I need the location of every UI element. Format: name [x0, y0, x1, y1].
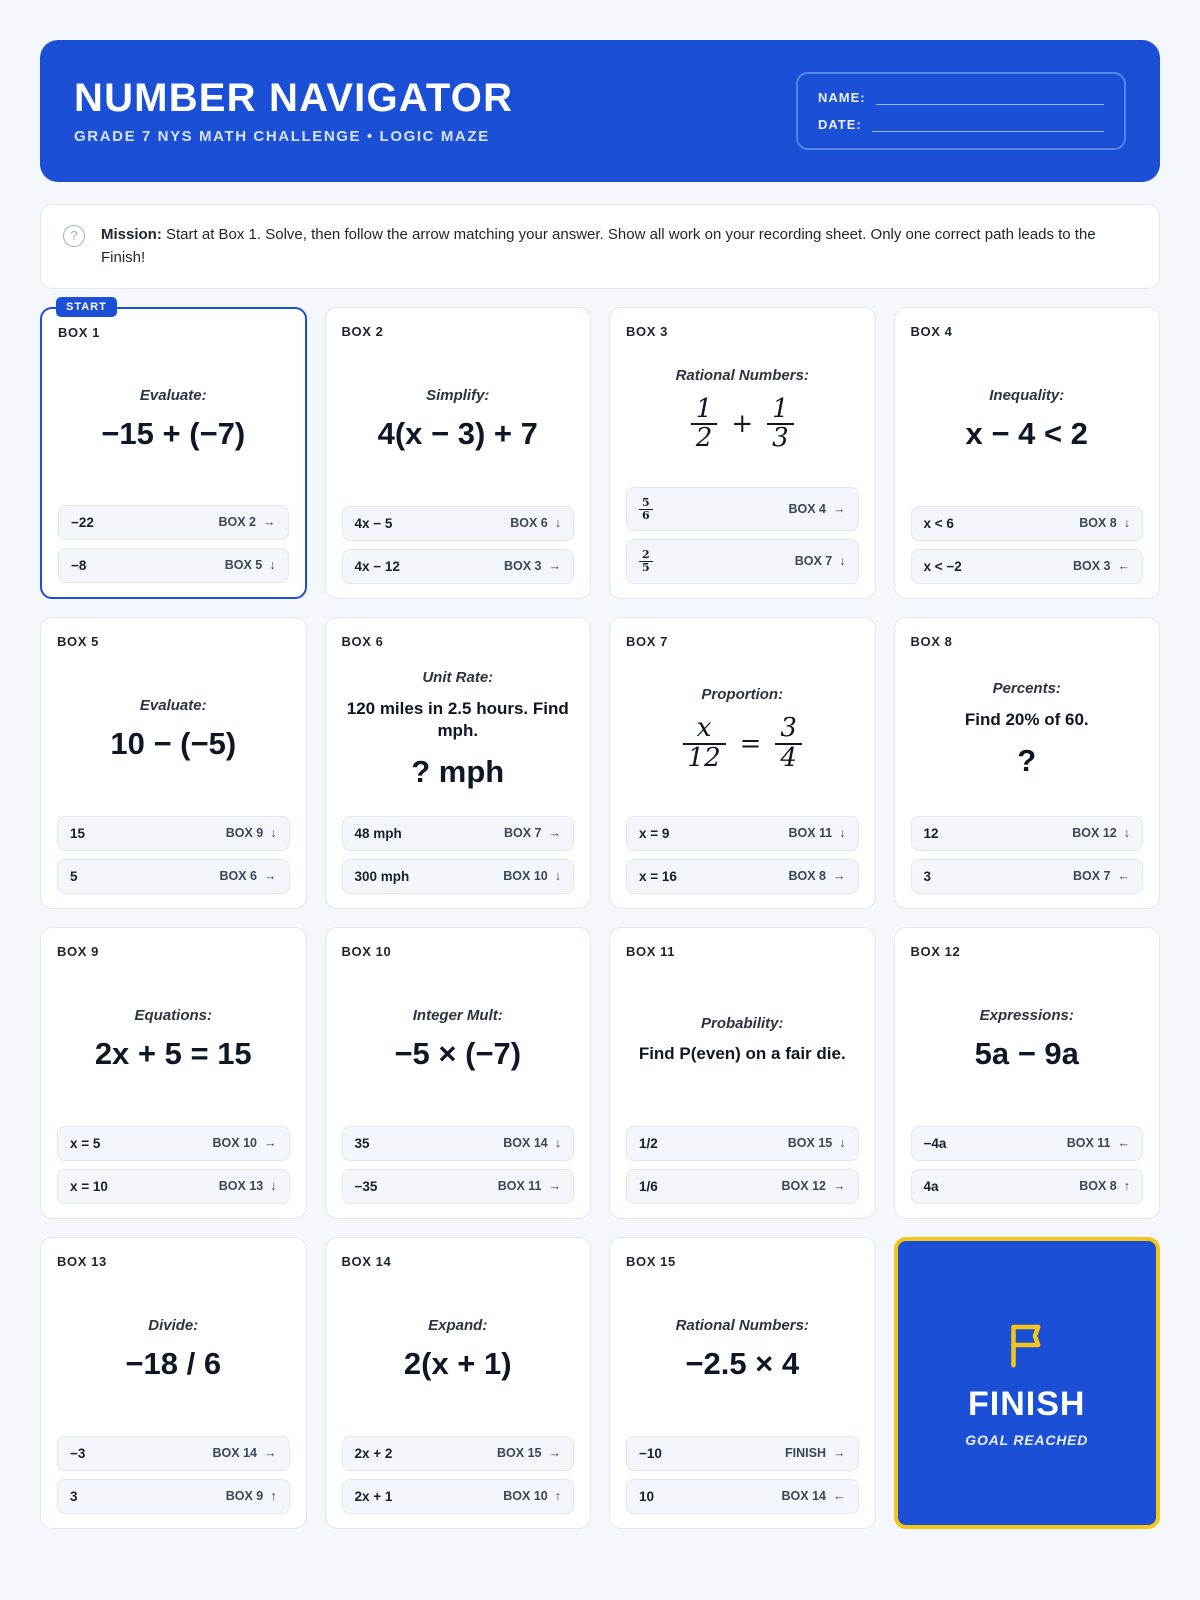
maze-card[interactable]: [609, 1237, 876, 1529]
name-label: NAME:: [818, 90, 866, 105]
answer-value: −10: [639, 1445, 662, 1461]
fraction-numerator: 3: [780, 713, 797, 744]
answer-target-label: BOX 10: [503, 1489, 548, 1503]
maze-card[interactable]: [40, 617, 307, 909]
box-expression: ? mph: [411, 753, 505, 789]
answer-target-label: BOX 13: [218, 1179, 264, 1193]
answer-target-label: BOX 11: [497, 1179, 542, 1193]
answer-options: [57, 816, 290, 894]
answer-target: [503, 1489, 561, 1503]
box-label: BOX 15: [626, 1253, 676, 1269]
box-content: [57, 649, 290, 816]
arrow-icon: →: [548, 826, 561, 840]
answer-option[interactable]: [57, 1169, 290, 1204]
answer-value: 12: [923, 825, 939, 841]
answer-target-label: BOX 6: [219, 869, 257, 883]
answer-value: −22: [71, 514, 94, 530]
box-prompt: Evaluate:: [139, 696, 207, 714]
box-content: [911, 959, 1144, 1126]
arrow-icon: ←: [1117, 559, 1130, 573]
answer-value: x = 16: [639, 868, 677, 884]
answer-target-label: BOX 12: [781, 1179, 826, 1193]
answer-target-label: BOX 7: [794, 554, 833, 569]
arrow-icon: ↓: [269, 558, 276, 572]
arrow-icon: ←: [1117, 1136, 1130, 1150]
answer-target-label: BOX 9: [225, 826, 264, 840]
fraction-denominator: 4: [775, 743, 802, 772]
arrow-icon: ←: [1117, 869, 1130, 883]
answer-value: 4a: [923, 1178, 939, 1194]
box-prompt: Inequality:: [989, 386, 1065, 404]
mission-body: Start at Box 1. Solve, then follow the arrow matching your answer. Show all work on your recording sheet. Only one correct path leads to the Finish!: [101, 226, 1096, 267]
arrow-icon: →: [833, 1179, 846, 1193]
answer-options: [57, 1126, 290, 1204]
answer-target: [1073, 559, 1130, 573]
answer-value: [639, 497, 653, 521]
mission-label: Mission:: [101, 226, 162, 243]
answer-option[interactable]: [626, 1169, 859, 1204]
answer-value: −4a: [923, 1135, 947, 1151]
answer-option[interactable]: [342, 859, 575, 894]
arrow-icon: ↓: [1123, 516, 1130, 530]
answer-value: 300 mph: [354, 868, 410, 884]
answer-value: x = 5: [70, 1135, 101, 1151]
maze-card[interactable]: [40, 1237, 307, 1529]
arrow-icon: ↓: [270, 826, 277, 840]
box-label: BOX 14: [341, 1253, 392, 1269]
box-prompt: Evaluate:: [139, 386, 207, 404]
box-prompt: Unit Rate:: [422, 668, 494, 686]
answer-value: 1/6: [639, 1178, 658, 1194]
maze-card[interactable]: [40, 300, 307, 599]
arrow-icon: →: [264, 1446, 277, 1460]
answer-target-label: BOX 5: [224, 558, 263, 572]
answer-target-label: BOX 14: [503, 1136, 548, 1150]
fraction-numerator: 2: [642, 548, 650, 562]
answer-target-label: BOX 10: [503, 869, 548, 883]
answer-options: [626, 487, 859, 583]
arrow-icon: ↑: [554, 1489, 561, 1503]
answer-option[interactable]: [342, 1479, 575, 1514]
answer-options: [57, 1436, 290, 1514]
box-label: BOX 1: [58, 324, 101, 340]
fraction-numerator: 5: [642, 496, 650, 510]
box-prompt: Proportion:: [701, 686, 784, 704]
box-prompt: Integer Mult:: [412, 1006, 503, 1024]
box-expression: 2(x + 1): [403, 1345, 512, 1381]
answer-target: [503, 1136, 561, 1150]
answer-value: x < 6: [923, 515, 954, 531]
answer-option[interactable]: [58, 505, 289, 540]
arrow-icon: ↓: [554, 516, 561, 530]
box-prompt: Expressions:: [979, 1006, 1074, 1024]
answer-target-label: BOX 14: [212, 1446, 257, 1460]
date-field-row[interactable]: [818, 117, 1104, 132]
box-prompt: Equations:: [134, 1006, 212, 1024]
box-label: BOX 2: [341, 323, 384, 339]
arrow-icon: →: [833, 502, 846, 517]
arrow-icon: →: [833, 1446, 846, 1460]
answer-option[interactable]: [626, 1126, 859, 1161]
answer-options: [626, 816, 859, 894]
operator: +: [731, 409, 754, 440]
answer-option[interactable]: [342, 549, 575, 584]
answer-options: [58, 505, 289, 583]
arrow-icon: →: [264, 1136, 277, 1150]
answer-option[interactable]: [626, 816, 859, 851]
answer-option[interactable]: [342, 1169, 575, 1204]
box-prompt: Rational Numbers:: [675, 1316, 809, 1334]
box-label: BOX 4: [910, 323, 953, 339]
answer-value: 4x − 12: [354, 558, 400, 574]
box-label: BOX 10: [341, 943, 392, 959]
maze-card[interactable]: [609, 927, 876, 1219]
box-content: [626, 339, 859, 488]
answer-value: x < −2: [923, 558, 962, 574]
answer-options: [342, 506, 575, 584]
maze-card[interactable]: [609, 617, 876, 909]
mission-banner: [40, 204, 1160, 289]
header-text-block: [74, 75, 514, 145]
answer-target: [788, 502, 845, 516]
box-content: [57, 959, 290, 1126]
answer-options: [911, 506, 1144, 584]
answer-options: [911, 816, 1144, 894]
answer-target: [782, 1179, 846, 1193]
answer-options: [626, 1436, 859, 1514]
arrow-icon: ↓: [839, 554, 846, 569]
arrow-icon: ↓: [1123, 826, 1130, 840]
answer-target-label: FINISH: [785, 1446, 826, 1460]
maze-card[interactable]: [325, 1237, 592, 1529]
box-expression: −18 / 6: [125, 1345, 222, 1381]
answer-target: [219, 1179, 277, 1193]
box-label: BOX 3: [626, 323, 669, 339]
answer-target: [788, 869, 845, 883]
answer-option[interactable]: [342, 1436, 575, 1471]
box-prompt: Probability:: [700, 1014, 784, 1032]
box-content: [911, 649, 1144, 816]
date-label: DATE:: [818, 117, 862, 132]
box-content: [626, 959, 859, 1126]
box-content: [342, 649, 575, 816]
answer-target: [226, 1489, 277, 1503]
box-expression-text: Find 20% of 60.: [964, 709, 1089, 729]
start-badge: START: [56, 297, 117, 317]
box-prompt: Rational Numbers:: [675, 367, 809, 385]
answer-option[interactable]: [57, 1436, 290, 1471]
page-title: NUMBER NAVIGATOR: [74, 75, 514, 120]
arrow-icon: →: [548, 1179, 561, 1193]
answer-value: 10: [639, 1488, 655, 1504]
answer-option[interactable]: [342, 816, 575, 851]
arrow-icon: ↓: [270, 1179, 277, 1193]
maze-card[interactable]: [325, 307, 592, 599]
answer-target: [219, 869, 276, 883]
answer-target-label: BOX 11: [788, 826, 833, 840]
box-label: BOX 11: [626, 943, 676, 959]
answer-target-label: BOX 15: [497, 1446, 542, 1460]
box-label: BOX 9: [57, 943, 100, 959]
answer-value: −3: [70, 1445, 86, 1461]
fraction-denominator: 6: [639, 509, 653, 522]
answer-target: [504, 826, 561, 840]
answer-option[interactable]: [57, 1479, 290, 1514]
question-circle-icon: ?: [63, 225, 85, 247]
answer-option[interactable]: [57, 859, 290, 894]
answer-value: x = 9: [639, 825, 670, 841]
answer-target: [226, 826, 277, 840]
mission-text: [101, 223, 1137, 270]
answer-target: [1073, 869, 1130, 883]
answer-option[interactable]: [626, 1436, 859, 1471]
answer-target: [497, 1446, 561, 1460]
box-label: BOX 12: [910, 943, 961, 959]
answer-value: x = 10: [70, 1178, 108, 1194]
student-info-box: [796, 72, 1126, 150]
maze-card[interactable]: [40, 927, 307, 1219]
worksheet-header: [40, 40, 1160, 182]
answer-option[interactable]: [57, 816, 290, 851]
answer-option[interactable]: [911, 1169, 1144, 1204]
answer-target-label: BOX 4: [788, 502, 826, 517]
answer-target: [795, 554, 846, 568]
answer-target: [218, 515, 275, 529]
box-expression: −15 + (−7): [101, 415, 246, 451]
answer-target-label: BOX 8: [788, 869, 826, 883]
box-expression: 5a − 9a: [974, 1035, 1079, 1071]
answer-option[interactable]: [911, 816, 1144, 851]
answer-target-label: BOX 8: [1079, 516, 1117, 530]
maze-card[interactable]: [325, 927, 592, 1219]
answer-value: 35: [354, 1135, 370, 1151]
page-subtitle: GRADE 7 NYS MATH CHALLENGE • LOGIC MAZE: [74, 127, 490, 145]
answer-target: [213, 1446, 277, 1460]
box-content: [911, 339, 1144, 506]
fraction-denominator: 12: [683, 743, 726, 772]
answer-target-label: BOX 15: [787, 1136, 833, 1150]
answer-value: 48 mph: [354, 825, 402, 841]
box-expression: 2x + 5 = 15: [94, 1035, 252, 1071]
arrow-icon: ↓: [839, 1136, 846, 1150]
answer-option[interactable]: [626, 487, 859, 531]
answer-target: [498, 1179, 561, 1193]
arrow-icon: ↓: [554, 869, 561, 883]
maze-card[interactable]: [894, 617, 1161, 909]
answer-target-label: BOX 7: [1072, 869, 1111, 883]
finish-title: FINISH: [968, 1384, 1086, 1423]
answer-option[interactable]: [911, 506, 1144, 541]
answer-options: [911, 1126, 1144, 1204]
answer-target-label: BOX 14: [781, 1489, 826, 1503]
answer-target: [503, 869, 561, 883]
fraction-numerator: 1: [772, 394, 789, 425]
maze-card[interactable]: [325, 617, 592, 909]
arrow-icon: ↑: [1123, 1179, 1130, 1193]
maze-card[interactable]: [894, 307, 1161, 599]
fraction: [683, 715, 726, 772]
fraction: [767, 396, 794, 453]
finish-card: [894, 1237, 1161, 1529]
answer-target: [1067, 1136, 1130, 1150]
box-expression: [683, 715, 802, 772]
answer-option[interactable]: [342, 1126, 575, 1161]
answer-options: [342, 1436, 575, 1514]
maze-card[interactable]: [894, 927, 1161, 1219]
answer-target-label: BOX 8: [1079, 1179, 1117, 1193]
arrow-icon: ↑: [270, 1489, 277, 1503]
answer-target-label: BOX 9: [225, 1489, 264, 1503]
answer-options: [342, 1126, 575, 1204]
arrow-icon: ↓: [839, 826, 846, 840]
box-label: BOX 8: [910, 633, 953, 649]
answer-target-label: BOX 10: [212, 1136, 257, 1150]
answer-value: −35: [354, 1178, 378, 1194]
answer-target: [510, 516, 561, 530]
box-content: [342, 959, 575, 1126]
answer-value: 3: [70, 1488, 78, 1504]
answer-target: [788, 1136, 846, 1150]
arrow-icon: →: [833, 869, 846, 883]
box-expression: Find P(even) on a fair die.: [638, 1043, 846, 1063]
fraction-denominator: 2: [691, 423, 718, 452]
answer-option[interactable]: [626, 859, 859, 894]
fraction: [639, 497, 653, 521]
arrow-icon: →: [548, 559, 561, 573]
answer-value: 4x − 5: [354, 515, 393, 531]
answer-option[interactable]: [57, 1126, 290, 1161]
answer-value: 3: [923, 868, 932, 884]
operator: =: [739, 728, 762, 759]
box-expression: x − 4 < 2: [965, 415, 1088, 451]
answer-value: 15: [70, 825, 86, 841]
answer-target-label: BOX 2: [218, 515, 256, 529]
arrow-icon: ←: [833, 1489, 846, 1503]
box-content: [342, 339, 575, 506]
answer-options: [342, 816, 575, 894]
box-prompt: Simplify:: [426, 386, 490, 404]
arrow-icon: ↓: [554, 1136, 561, 1150]
box-expression: −5 × (−7): [394, 1035, 522, 1071]
date-input-line[interactable]: [872, 118, 1104, 132]
name-input-line[interactable]: [876, 91, 1104, 105]
arrow-icon: →: [263, 515, 276, 529]
box-prompt: Divide:: [148, 1316, 199, 1334]
answer-option[interactable]: [58, 548, 289, 583]
answer-value: 5: [70, 868, 78, 884]
answer-target: [785, 1446, 845, 1460]
box-content: [57, 1269, 290, 1436]
box-label: BOX 5: [57, 633, 100, 649]
fraction-numerator: 1: [695, 394, 713, 425]
fraction: [691, 396, 718, 453]
answer-options: [626, 1126, 859, 1204]
box-expression: ?: [1017, 742, 1037, 778]
box-expression: −2.5 × 4: [685, 1345, 800, 1381]
answer-target: [788, 826, 845, 840]
answer-target-label: BOX 12: [1072, 826, 1117, 840]
answer-target: [782, 1489, 846, 1503]
fraction-denominator: 3: [767, 423, 794, 452]
box-expression: 10 − (−5): [110, 725, 237, 761]
answer-target: [225, 558, 276, 572]
box-prompt: Expand:: [428, 1316, 488, 1334]
answer-value: 2x + 1: [354, 1488, 393, 1504]
maze-grid: [40, 300, 1160, 1529]
fraction-denominator: 5: [639, 561, 653, 574]
answer-target-label: BOX 7: [503, 826, 542, 840]
fraction: [775, 715, 802, 772]
flag-icon: [1000, 1318, 1054, 1377]
box-expression: [691, 396, 794, 453]
answer-target: [213, 1136, 277, 1150]
box-content: [626, 649, 859, 816]
finish-subtitle: GOAL REACHED: [965, 1431, 1089, 1448]
answer-value: [639, 549, 653, 573]
answer-option[interactable]: [626, 539, 859, 583]
answer-target-label: BOX 3: [503, 559, 542, 573]
arrow-icon: →: [264, 869, 277, 883]
answer-option[interactable]: [626, 1479, 859, 1514]
answer-target-label: BOX 3: [1072, 559, 1111, 573]
answer-option[interactable]: [911, 1126, 1144, 1161]
maze-card[interactable]: [609, 307, 876, 599]
box-expression: 4(x − 3) + 7: [377, 415, 538, 451]
fraction-numerator: x: [696, 713, 712, 744]
fraction: [639, 549, 653, 573]
box-label: BOX 7: [626, 633, 669, 649]
answer-value: 1/2: [639, 1135, 658, 1151]
box-content: [342, 1269, 575, 1436]
answer-target: [1072, 826, 1130, 840]
answer-target: [504, 559, 561, 573]
answer-option[interactable]: [911, 859, 1144, 894]
box-label: BOX 6: [341, 633, 384, 649]
arrow-icon: →: [548, 1446, 561, 1460]
box-content: [58, 340, 289, 505]
box-prompt: Percents:: [992, 679, 1061, 697]
answer-value: −8: [71, 557, 87, 573]
box-content: [626, 1269, 859, 1436]
answer-target-label: BOX 11: [1066, 1136, 1111, 1150]
box-expression-text: 120 miles in 2.5 hours. Find mph.: [346, 698, 569, 740]
name-field-row[interactable]: [818, 90, 1104, 105]
answer-target: [1079, 516, 1130, 530]
answer-value: 2x + 2: [354, 1445, 393, 1461]
box-label: BOX 13: [57, 1253, 107, 1269]
answer-option[interactable]: [911, 549, 1144, 584]
answer-target-label: BOX 6: [510, 516, 548, 530]
answer-option[interactable]: [342, 506, 575, 541]
answer-target: [1079, 1179, 1130, 1193]
